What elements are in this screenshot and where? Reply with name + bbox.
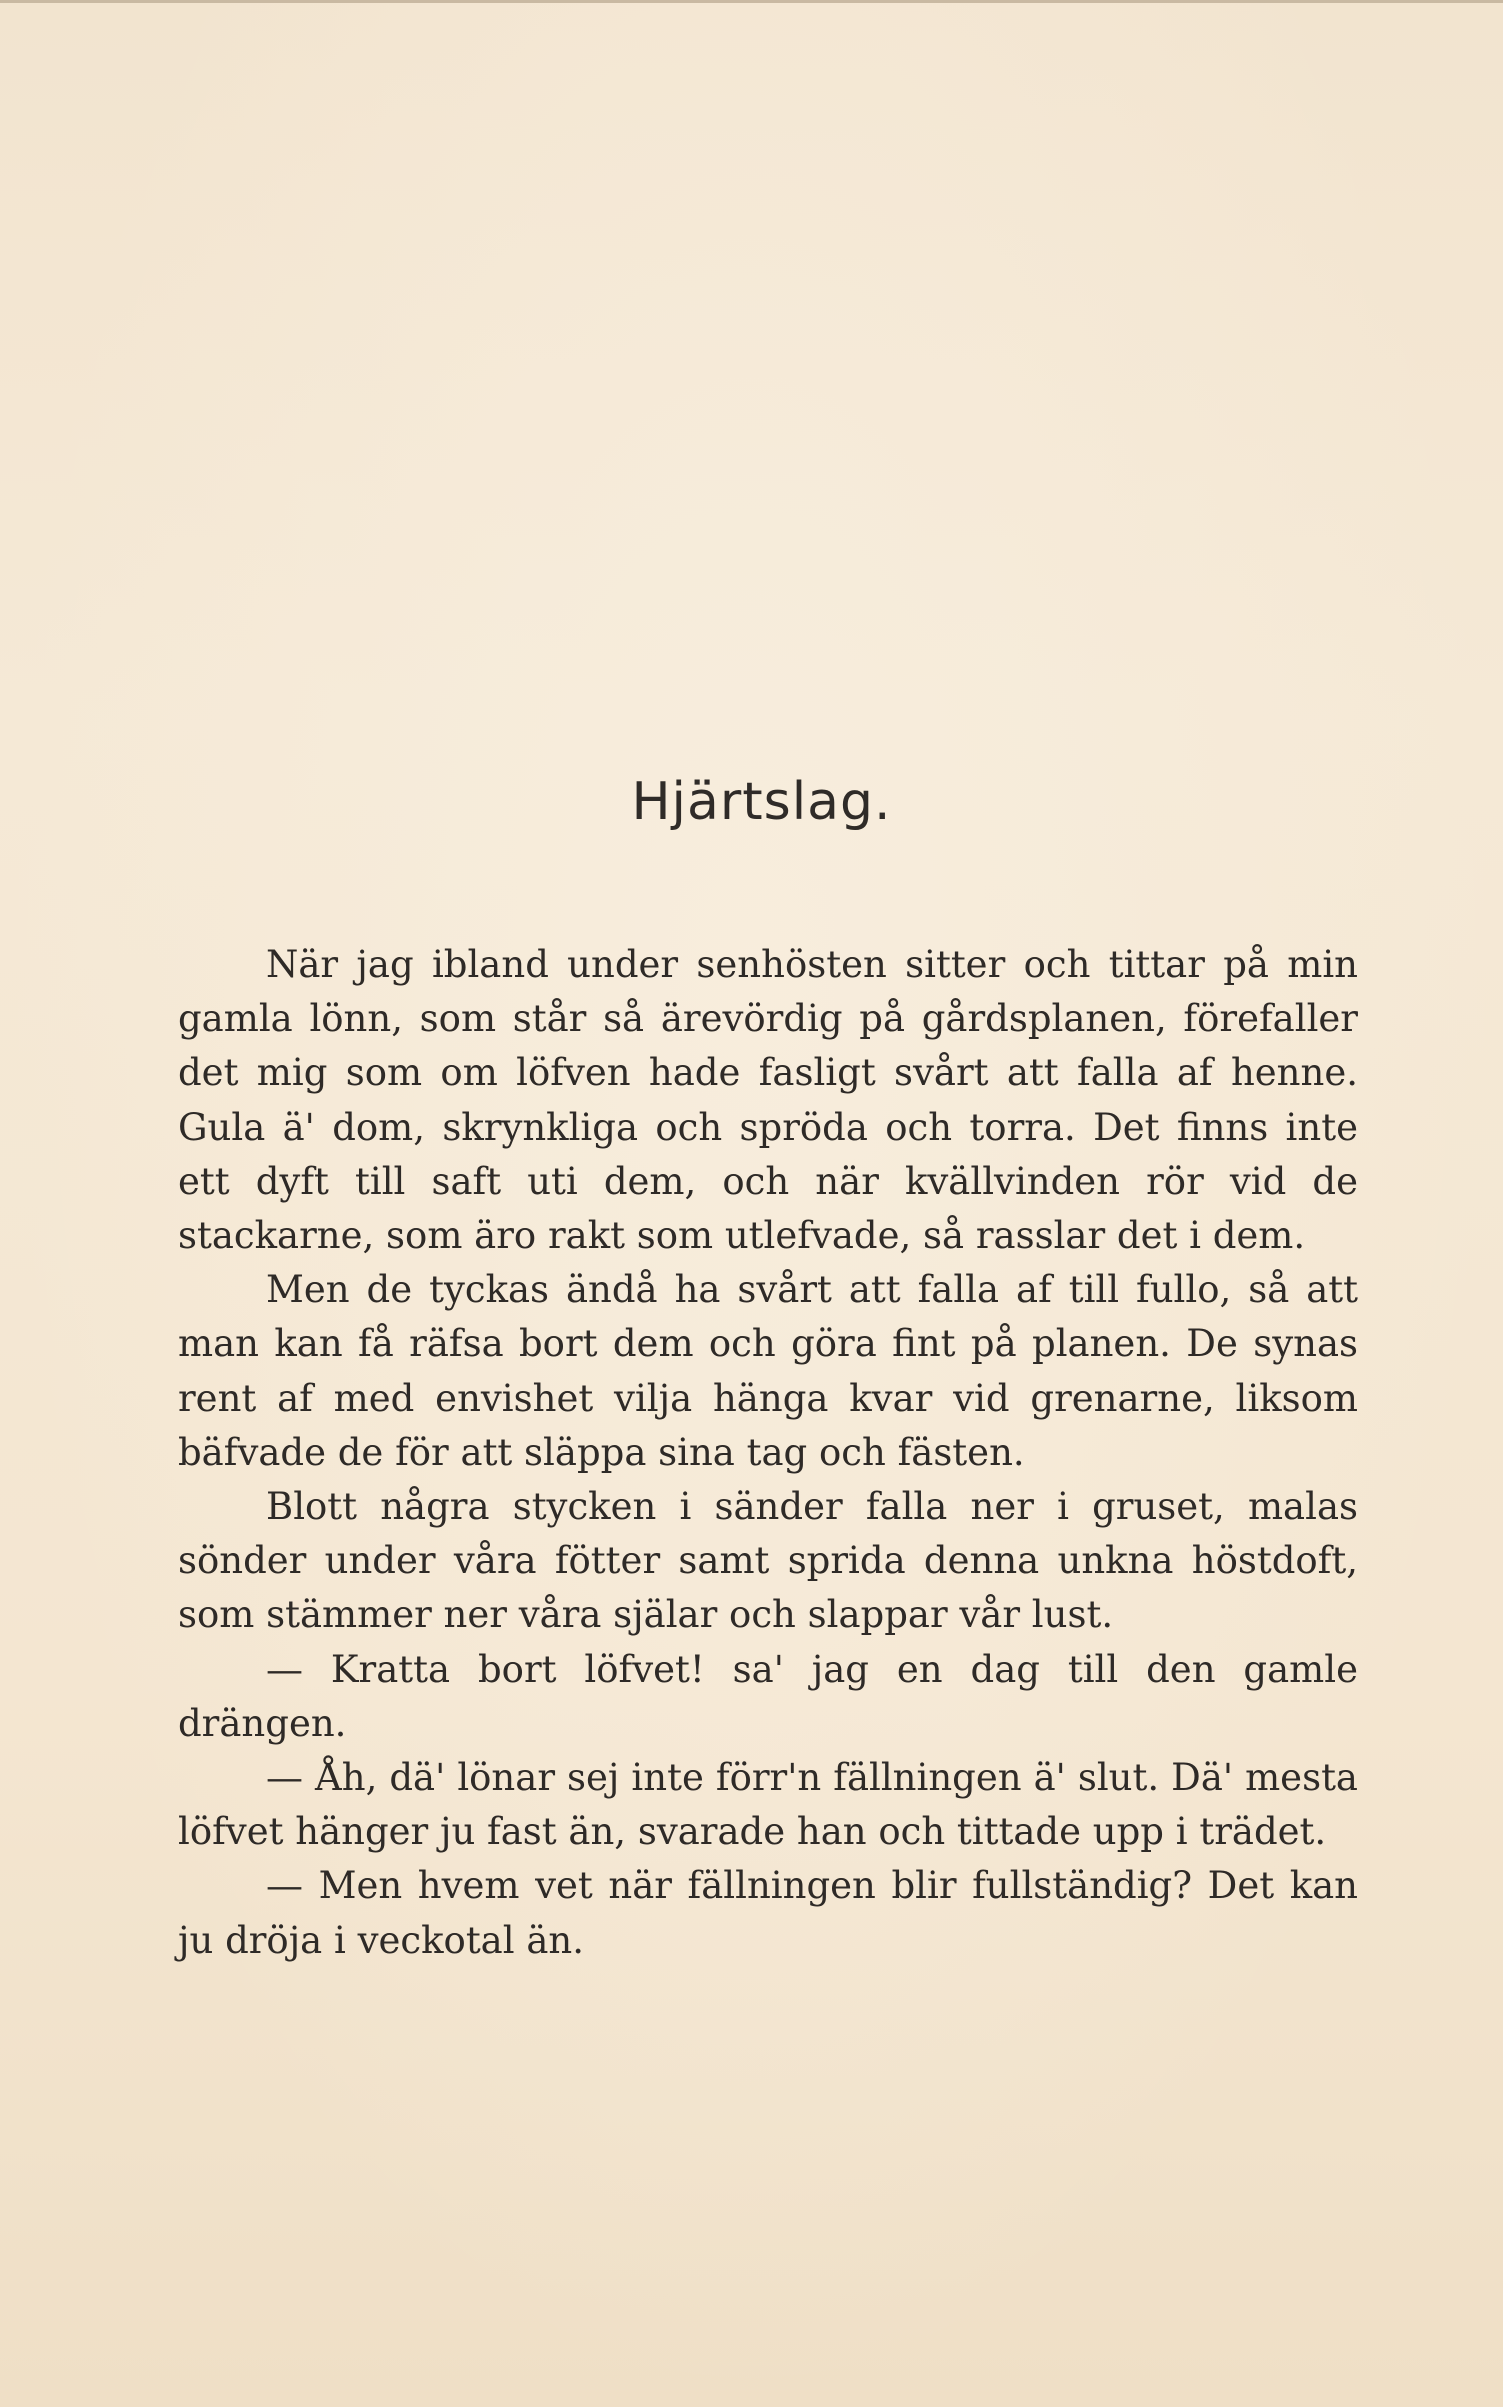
body-text [178,938,1358,1968]
paragraph: Men de tyckas ändå ha svårt att falla af till fullo, så att man kan få räfsa bort dem och göra fint på planen. De synas rent af med envishet vilja hänga kvar vid grenarne, liksom bäfvade de för att släppa sina tag och fästen. [178,1268,1358,1474]
paragraph: — Kratta bort löfvet! sa' jag en dag till den gamle drängen. [178,1647,1358,1745]
paragraph: När jag ibland under senhösten sitter och tittar på min gamla lönn, som står så ärevördig på gårdsplanen, förefaller det mig som om löfven hade fasligt svårt att falla af henne. Gula ä' dom, skrynkliga och spröda och torra. Det finns inte ett dyft till saft uti dem, och när kvällvinden rör vid de stackarne, som äro rakt som utlefvade, så rasslar det i dem. [178,943,1358,1258]
paragraph: — Men hvem vet när fällningen blir fullständig? Det kan ju dröja i veckotal än. [178,1864,1358,1962]
chapter-title: Hjärtslag. [631,772,892,832]
paragraph: Blott några stycken i sänder falla ner i gruset, malas sönder under våra fötter samt sprida denna unkna höstdoft, som stämmer ner våra själar och slappar vår lust. [178,1485,1358,1637]
page-edge [0,0,1503,3]
paragraph: — Åh, dä' lönar sej inte förr'n fällningen ä' slut. Dä' mesta löfvet hänger ju fast än, svarade han och tittade upp i trädet. [178,1756,1358,1854]
